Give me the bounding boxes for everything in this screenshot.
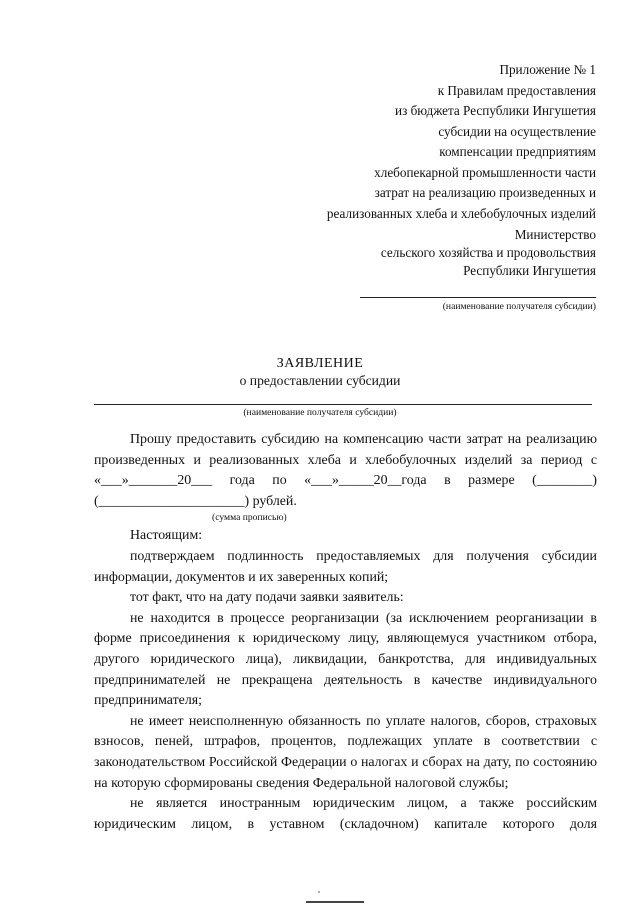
applicant-name-fill-line [94, 404, 592, 405]
fact-paragraph: тот факт, что на дату подачи заявки заявитель: [130, 590, 404, 606]
applicant-name-caption: (наименование получателя субсидии) [243, 407, 397, 418]
page-footer-mark [306, 901, 364, 903]
appendix-block [327, 60, 596, 224]
application-body [94, 430, 597, 835]
appendix-line: реализованных хлеба и хлебобулочных изделий [326, 205, 596, 221]
addressee-line: Республики Ингушетия [463, 263, 596, 278]
appendix-line: затрат на реализацию произведенных и [374, 185, 596, 200]
appendix-line: к Правилам предоставления [437, 82, 596, 98]
document-title: ЗАЯВЛЕНИЕ [276, 356, 364, 371]
sum-in-words-caption: (сумма прописью) [212, 512, 287, 524]
appendix-line: компенсации предприятиям [439, 144, 596, 159]
hereby-paragraph: Настоящим: [130, 528, 203, 544]
document-subtitle: о предоставлении субсидии [239, 373, 401, 388]
condition-item: не является иностранным юридическим лицом, а также российским юридическим лицом, в уставном (складочном) капитале которого доля [94, 796, 597, 832]
confirm-paragraph: подтверждаем подлинность предоставляемых для получения субсидии информации, документов и их заверенных копий; [94, 548, 597, 585]
condition-item: не находится в процессе реорганизации (за исключением реорганизации в форме присоединения к юридическому лицу, являющемуся участником отбора, другого юридического лица), ликвидации, банкротства, для индивидуальных предпринимателей не прекращена деятельность в качестве индивидуального предпринимателя; [94, 610, 597, 709]
appendix-line: субсидии на осуществление [438, 123, 596, 139]
addressee-line: сельского хозяйства и продовольствия [380, 245, 596, 260]
appendix-line: Приложение № 1 [499, 62, 596, 77]
scan-speck [318, 891, 320, 893]
request-paragraph: Прошу предоставить субсидию на компенсацию части затрат на реализацию произведенных и реализованных хлеба и хлебобулочных изделий за период с «___»_______20___ года по «___»_____20__года в размере (________) (_____________________) рублей. [94, 432, 597, 509]
recipient-caption: (наименование получателя субсидии) [442, 301, 596, 312]
appendix-line: хлебопекарной промышленности части [374, 164, 596, 180]
recipient-fill-line [360, 297, 596, 298]
addressee-line: Министерство [514, 227, 596, 242]
condition-item: не имеет неисполненную обязанность по уплате налогов, сборов, страховых взносов, пеней, штрафов, процентов, подлежащих уплате в соответствии с законодательством Российской Федерации о налогах и сборах на дату, по состоянию на которую сформированы сведения Федеральной налоговой службы; [94, 713, 597, 791]
appendix-line: из бюджета Республики Ингушетия [395, 103, 596, 118]
addressee-block [381, 226, 596, 280]
